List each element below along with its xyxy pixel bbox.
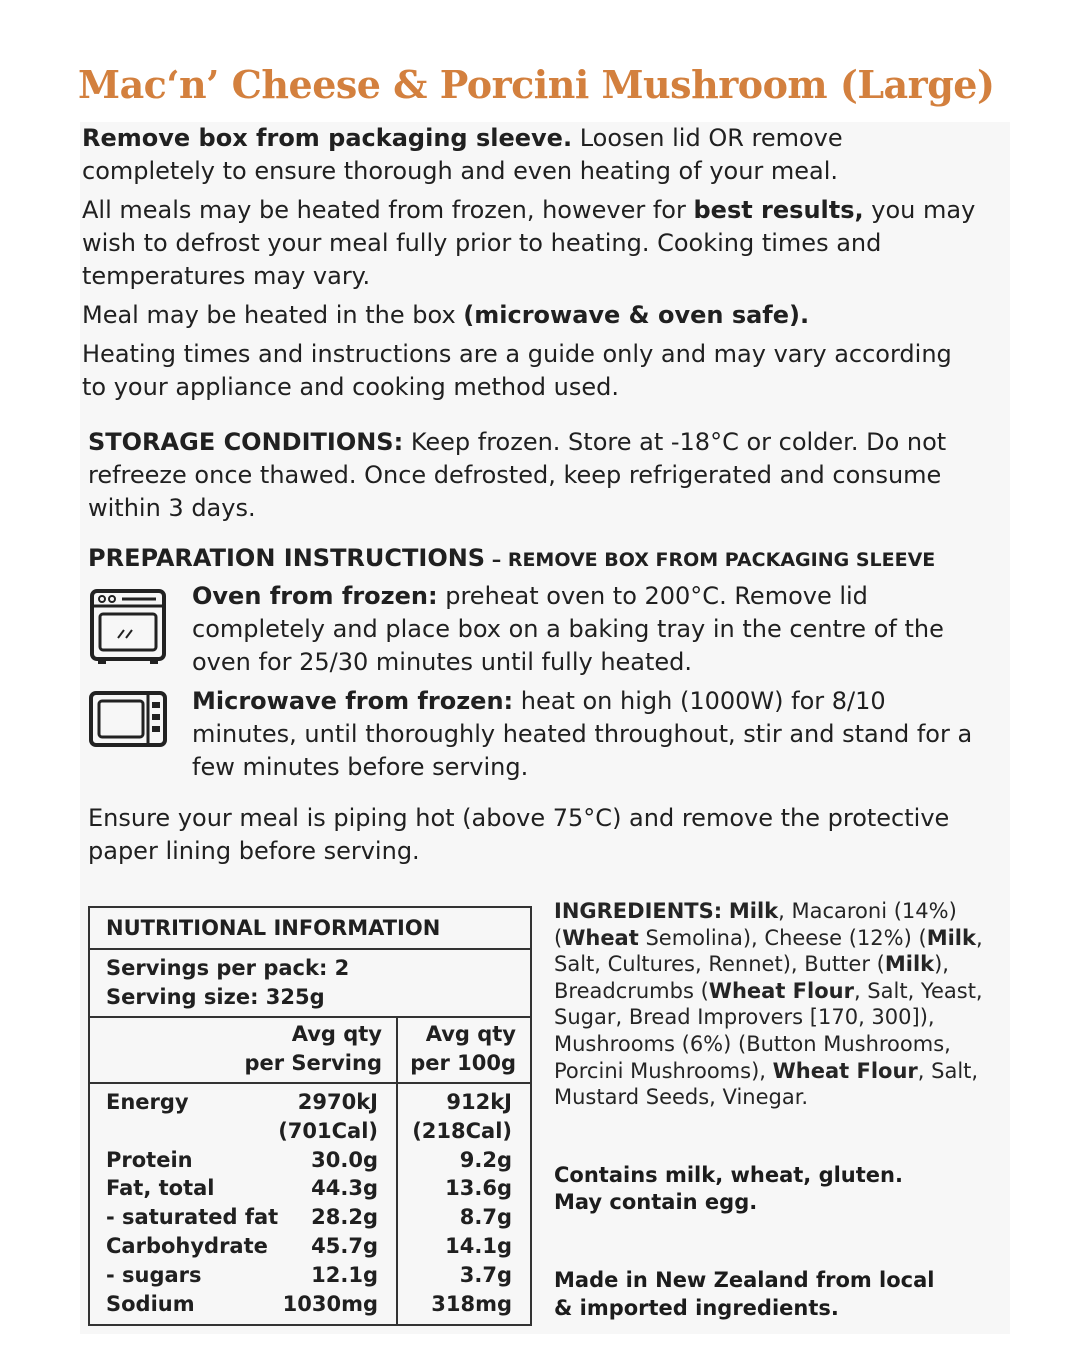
value-per-100g: 912kJ bbox=[397, 1083, 531, 1117]
allergen-may-contain: May contain egg. bbox=[554, 1190, 758, 1214]
allergen-milk: Milk bbox=[728, 899, 779, 923]
value-per-serving: (701Cal) bbox=[278, 1118, 378, 1143]
intro-p2-text-a: All meals may be heated from frozen, however for bbox=[82, 196, 694, 224]
allergen-wheat-flour: Wheat Flour bbox=[772, 1058, 918, 1083]
preparation-sublabel: – REMOVE BOX FROM PACKAGING SLEEVE bbox=[485, 549, 936, 571]
value-per-serving: 28.2g bbox=[311, 1205, 378, 1230]
microwave-label: Microwave from frozen: bbox=[192, 687, 514, 715]
nutrient-name: - saturated fat bbox=[106, 1205, 279, 1230]
ingredients-text: ), Breadcrumbs ( bbox=[554, 952, 949, 1003]
origin-line-1: Made in New Zealand from local bbox=[554, 1268, 935, 1292]
oven-icon bbox=[88, 588, 168, 666]
safety-note: Ensure your meal is piping hot (above 75°C) and remove the protective paper lining before serving. bbox=[88, 804, 950, 865]
allergen-wheat: Wheat bbox=[562, 925, 639, 950]
allergen-statement bbox=[554, 1162, 1004, 1216]
table-row bbox=[89, 1203, 531, 1232]
allergen-milk: Milk bbox=[926, 925, 976, 950]
value-per-100g: 13.6g bbox=[397, 1174, 531, 1203]
ingredients-label: INGREDIENTS: bbox=[554, 899, 723, 923]
table-row bbox=[89, 1174, 531, 1203]
table-row bbox=[89, 1083, 531, 1117]
servings-per-pack: Servings per pack: 2 bbox=[106, 956, 350, 980]
value-per-100g: 318mg bbox=[397, 1290, 531, 1326]
intro-p3-bold: (microwave & oven safe). bbox=[463, 301, 810, 329]
value-per-serving: 1030mg bbox=[282, 1291, 378, 1316]
serving-size: Serving size: 325g bbox=[106, 985, 325, 1009]
intro-p1-bold: Remove box from packaging sleeve. bbox=[82, 124, 573, 152]
intro-p2-bold: best results, bbox=[693, 196, 864, 224]
microwave-instructions bbox=[192, 685, 992, 784]
value-per-100g: 9.2g bbox=[397, 1146, 531, 1175]
col-header-per-100g bbox=[397, 1017, 531, 1083]
allergen-wheat-flour: Wheat Flour bbox=[708, 978, 854, 1003]
intro-paragraph-4: Heating times and instructions are a guide only and may vary according to your appliance and cooking method used. bbox=[82, 340, 952, 401]
nutrient-name: Energy bbox=[106, 1090, 189, 1114]
col2-line1: Avg qty bbox=[425, 1022, 516, 1046]
value-per-serving: 30.0g bbox=[311, 1147, 378, 1172]
microwave-icon bbox=[88, 690, 168, 748]
col2-line2: per 100g bbox=[410, 1051, 516, 1075]
microwave-text: heat on high (1000W) for 8/10 minutes, until thoroughly heated throughout, stir and stand for a few minutes before serving. bbox=[192, 687, 973, 781]
intro-p3-text: Meal may be heated in the box bbox=[82, 301, 464, 329]
nutrient-name: Fat, total bbox=[106, 1176, 215, 1201]
value-per-serving: 12.1g bbox=[311, 1262, 378, 1287]
nutrient-name bbox=[89, 1117, 278, 1146]
value-per-serving: 45.7g bbox=[311, 1233, 378, 1258]
ingredients-list bbox=[554, 898, 1004, 1111]
ingredients-text: , Salt, Yeast, Sugar, Bread Improvers [170, 300]), Mushrooms (6%) (Button Mushrooms, Porcini Mushrooms), bbox=[554, 978, 983, 1083]
nutrition-table bbox=[88, 906, 532, 1326]
preparation-label: PREPARATION INSTRUCTIONS bbox=[88, 544, 486, 572]
value-per-100g: 3.7g bbox=[397, 1261, 531, 1290]
allergen-milk: Milk bbox=[884, 952, 935, 977]
origin-statement bbox=[554, 1266, 1004, 1322]
ingredients-text: , Salt, Mustard Seeds, Vinegar. bbox=[554, 1058, 979, 1110]
nutrition-rows bbox=[89, 1083, 531, 1325]
ingredients-text: , Salt, Cultures, Rennet), Butter ( bbox=[554, 925, 983, 977]
nutrient-name: Protein bbox=[106, 1147, 193, 1172]
nutrition-heading: NUTRITIONAL INFORMATION bbox=[89, 907, 531, 949]
table-row bbox=[89, 1232, 531, 1261]
table-row bbox=[89, 1146, 531, 1175]
ingredients-text: , Macaroni (14%) ( bbox=[554, 899, 957, 950]
col1-line1: Avg qty bbox=[291, 1022, 382, 1046]
value-per-100g: 8.7g bbox=[397, 1203, 531, 1232]
storage-label: STORAGE CONDITIONS: bbox=[88, 428, 404, 456]
intro-p1-text: Loosen lid OR remove completely to ensure thorough and even heating of your meal. bbox=[82, 124, 843, 185]
intro-paragraph-2 bbox=[82, 194, 982, 293]
intro-paragraph-3 bbox=[82, 299, 982, 332]
intro-p2-text-b: you may wish to defrost your meal fully prior to heating. Cooking times and temperatures may vary. bbox=[82, 196, 976, 290]
origin-line-2: & imported ingredients. bbox=[554, 1296, 839, 1320]
nutrient-name: - sugars bbox=[106, 1262, 202, 1287]
allergen-contains: Contains milk, wheat, gluten. bbox=[554, 1163, 903, 1187]
page-title: Mac‘n’ Cheese & Porcini Mushroom (Large) bbox=[78, 62, 995, 107]
value-per-serving: 2970kJ bbox=[297, 1090, 378, 1114]
nutrient-name: Carbohydrate bbox=[106, 1233, 268, 1258]
table-row bbox=[89, 1261, 531, 1290]
oven-text: preheat oven to 200°C. Remove lid completely and place box on a baking tray in the centre of the oven for 25/30 minutes until fully heated. bbox=[192, 582, 944, 676]
ingredients-text: Semolina), Cheese (12%) ( bbox=[638, 925, 927, 950]
table-row bbox=[89, 1117, 531, 1146]
col-header-per-serving bbox=[89, 1017, 397, 1083]
storage-text: Keep frozen. Store at -18°C or colder. Do not refreeze once thawed. Once defrosted, keep refrigerated and consume within 3 days. bbox=[88, 428, 947, 522]
value-per-100g: (218Cal) bbox=[397, 1117, 531, 1146]
oven-label: Oven from frozen: bbox=[192, 582, 438, 610]
nutrient-name: Sodium bbox=[106, 1291, 195, 1316]
table-row bbox=[89, 1290, 531, 1326]
intro-paragraph-1 bbox=[82, 122, 982, 188]
oven-instructions bbox=[192, 580, 992, 679]
value-per-100g: 14.1g bbox=[397, 1232, 531, 1261]
col1-line2: per Serving bbox=[244, 1051, 382, 1075]
storage-conditions bbox=[88, 426, 988, 525]
value-per-serving: 44.3g bbox=[311, 1176, 378, 1201]
nutrition-servings bbox=[89, 949, 531, 1017]
preparation-heading bbox=[88, 542, 988, 577]
